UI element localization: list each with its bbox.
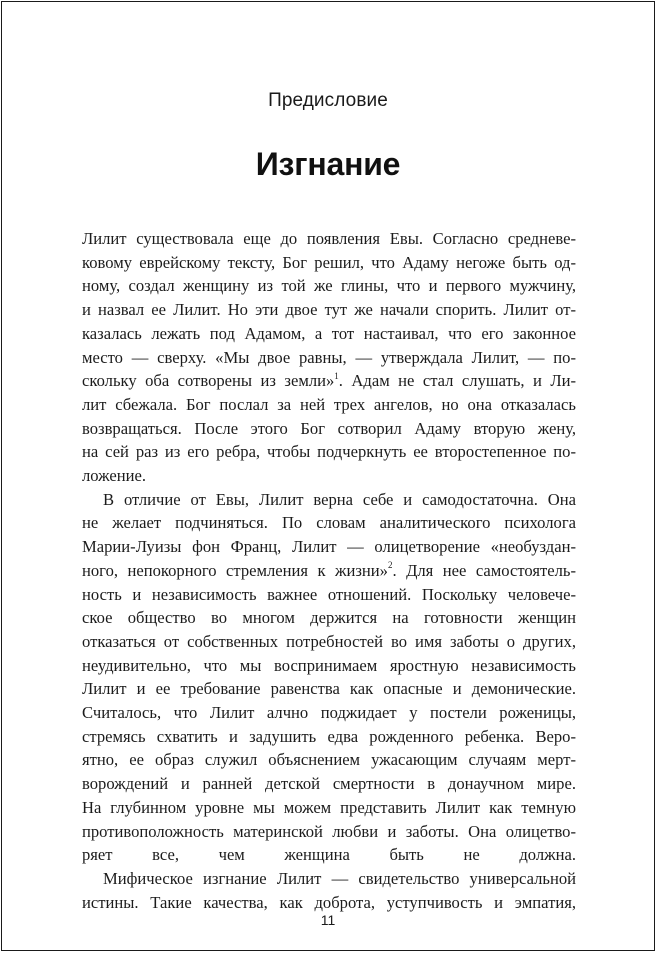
text-line: ность и независимость важнее отношений. Поскольку человече-	[82, 584, 576, 604]
book-page	[1, 1, 655, 951]
text-line: В отличие от Евы, Лилит верна себе и самодостаточна. Она	[103, 489, 576, 509]
text-line: противоположность материнской любви и заботы. Она олицетво-	[82, 821, 576, 841]
footnote-marker: 2	[387, 560, 393, 571]
text-line: возвращаться. После этого Бог сотворил Адаму вторую жену,	[82, 418, 576, 438]
text-line: и назвал ее Лилит. Но эти двое тут же начали спорить. Лилит от-	[82, 300, 576, 320]
text-line: место — сверху. «Мы двое равны, — утверждала Лилит, — по-	[82, 347, 576, 367]
text-fragment: . Адам не стал слушать, и Ли-	[338, 371, 576, 391]
text-line: стремясь схватить и задушить едва рожденного ребенка. Веро-	[82, 726, 576, 746]
text-line: не желает подчиняться. По словам аналитического психолога	[82, 513, 576, 533]
text-line: истины. Такие качества, как доброта, уступчивость и эмпатия,	[82, 892, 576, 912]
text-fragment: . Для нее самостоятель-	[392, 560, 576, 580]
text-fragment: Бог послал за ней трех ангелов, но она отказалась	[185, 394, 576, 414]
paragraph-2	[82, 488, 576, 867]
text-line: Лилит и ее требование равенства как опасные и демонические.	[82, 679, 576, 699]
body-text	[82, 227, 576, 914]
text-line	[82, 369, 576, 393]
text-line: неудивительно, что мы воспринимаем яростную независимость	[82, 655, 576, 675]
text-line: ковому еврейскому тексту, Бог решил, что Адаму негоже быть од-	[82, 252, 576, 272]
section-label: Предисловие	[268, 90, 388, 111]
text-line: ному, создал женщину из той же глины, что и первого мужчину,	[82, 276, 576, 296]
text-fragment: скольку оба сотворены из земли»	[82, 371, 335, 391]
text-line: Считалось, что Лилит алчно поджидает у постели роженицы,	[82, 703, 576, 723]
text-line: казалась лежать под Адамом, а тот настаивал, что его законное	[82, 323, 576, 343]
text-line: Лилит существовала еще до появления Евы. Согласно средневе-	[82, 229, 576, 248]
paragraph-1	[82, 227, 576, 488]
text-fragment: лит сбежала.	[82, 394, 178, 414]
text-line: ложение.	[82, 466, 147, 486]
text-line: на сей раз из его ребра, чтобы подчеркнуть ее второстепенное по-	[82, 442, 576, 462]
text-fragment: ного, непокорного стремления к жизни»	[82, 560, 388, 580]
chapter-title: Изгнание	[255, 146, 401, 182]
text-line: На глубинном уровне мы можем представить Лилит как темную	[82, 797, 576, 817]
text-line: отказаться от собственных потребностей во имя заботы о других,	[82, 631, 576, 651]
text-line: ятно, ее образ служил объяснением ужасающим случаям мерт-	[82, 750, 576, 770]
text-line: Марии-Луизы фон Франц, Лилит — олицетворение «необуздан-	[82, 537, 576, 557]
text-line: Мифическое изгнание Лилит — свидетельство универсальной	[103, 868, 576, 888]
paragraph-3	[82, 867, 576, 914]
text-line: ворождений и ранней детской смертности в донаучном мире.	[82, 774, 576, 794]
page-number: 11	[320, 912, 336, 928]
footnote-marker: 1	[334, 370, 339, 381]
text-line: ряет все, чем женщина быть не должна.	[82, 845, 576, 865]
text-line: ское общество во многом держится на готовности женщин	[82, 608, 576, 628]
text-line	[82, 393, 576, 417]
text-line	[82, 559, 576, 583]
